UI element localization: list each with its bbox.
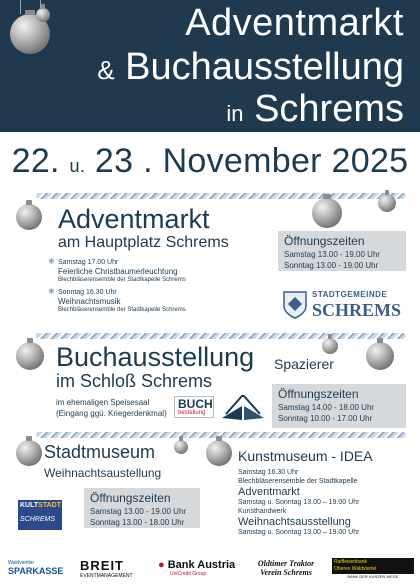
ornament-ball-icon [36, 8, 50, 22]
raiffeisen-box [332, 558, 414, 574]
buch-logo-sub: bestellung [178, 410, 206, 416]
ornament-ball-icon [174, 440, 188, 454]
raiffeisen-mid: Oberes Waldviertel [334, 565, 377, 572]
ornament-ball-icon [366, 342, 394, 370]
sparkasse-logo [8, 554, 68, 582]
traktor-top: Oldtimer Traktor [257, 559, 315, 568]
ornament-string [20, 0, 21, 14]
traktor-bottom: Verein Schrems [260, 568, 312, 577]
traktor-logo [246, 554, 326, 582]
header-in: in [226, 101, 244, 126]
header-title2-text: Buchausstellung [125, 46, 404, 88]
advent-event1-time-text: Samstag 17.00 Uhr [58, 259, 119, 266]
stadtmuseum-hours-sat: Samstag 13.00 - 19.00 Uhr [90, 507, 187, 516]
bell-icon: ❄ [48, 257, 55, 266]
kunst-l3: Adventmarkt [238, 486, 300, 498]
stadtmuseum-title: Stadtmuseum [44, 442, 156, 462]
header-title-buchausstellung [97, 46, 404, 89]
buch-title: Buchausstellung [56, 342, 255, 372]
kunst-l5: Kunsthandwerk [238, 508, 287, 515]
buch-spazierer: Spazierer [274, 356, 334, 372]
ornament-ball-icon [378, 194, 396, 212]
garland-divider [36, 193, 406, 199]
advent-event2-name: Weihnachtsmusik [58, 297, 121, 306]
header-title-schrems [226, 88, 404, 131]
ornament-ball-icon [16, 440, 42, 466]
buch-hours-title: Öffnungszeiten [278, 387, 359, 401]
kunst-l2: Blechbläserensemble der Stadtkapelle [238, 478, 358, 485]
date-rest: 23 . November 2025 [94, 142, 409, 180]
kunst-l7: Samstag u. Sonntag 13.00 – 19.00 Uhr [238, 529, 360, 536]
badge-top-stadt: STADT [38, 502, 61, 509]
date-u: u. [69, 156, 86, 176]
buch-logo-main: BUCH [178, 397, 213, 411]
breit-top: BREIT [80, 557, 124, 573]
kunst-l6: Weihnachtsausstellung [238, 516, 351, 528]
sponsor-bar [0, 550, 420, 585]
header-title3-text: Schrems [254, 88, 404, 130]
sparkasse-bottom: SPARKASSE [8, 566, 64, 576]
event-date [0, 142, 420, 181]
advent-event1-time [48, 257, 118, 266]
bank-austria-bottom: UniCredit Group [170, 571, 207, 577]
raiffeisen-slogan: BANK DER KURZEN WEGE [347, 573, 399, 579]
stadtmuseum-hours-box [84, 488, 200, 528]
bank-austria-dot-icon: ● [158, 559, 165, 571]
buch-entrance: (Eingang ggü. Kriegerdenkmal) [56, 409, 167, 418]
header-amp: & [97, 55, 115, 85]
logo-bottom: SCHREMS [312, 300, 402, 320]
bank-austria-top-text: Bank Austria [167, 559, 236, 571]
badge-top [20, 502, 61, 509]
stadtmuseum-hours-sun: Sonntag 13.00 - 18.00 Uhr [90, 518, 185, 527]
ornament-ball-icon [322, 338, 338, 354]
stadtmuseum-hours-title: Öffnungszeiten [90, 491, 171, 505]
open-book-icon [220, 392, 266, 422]
advent-event1-by: Blechbläserensemble der Stadtkapelle Schrems [58, 277, 186, 283]
kunst-l4: Samstag u. Sonntag 13.00 – 19.00 Uhr [238, 499, 360, 506]
buch-subtitle: im Schloß Schrems [56, 371, 213, 391]
kultstadt-badge [18, 500, 62, 530]
sparkasse-top: Waldviertler [8, 560, 35, 566]
garland-divider [36, 333, 406, 339]
buch-hours-sat: Samstag 14.00 - 18.00 Uhr [278, 403, 375, 412]
advent-hours-sun: Sonntag 13.00 - 19.00 Uhr [284, 261, 379, 270]
kunstmuseum-title: Kunstmuseum - IDEA [238, 448, 373, 464]
buch-hours-sun: Sonntag 10.00 - 17.00 Uhr [278, 414, 373, 423]
kunst-l1: Samstag 16.30 Uhr [238, 469, 299, 476]
advent-event2-time [48, 287, 117, 296]
advent-event2-by: Blechbläserensemble der Stadtkapelle Schrems [58, 307, 186, 313]
advent-event1-name: Feierliche Christbaumerleuchtung [58, 267, 178, 276]
buch-hours-box [272, 384, 406, 428]
ornament-ball-icon [206, 440, 232, 466]
advent-hours-title: Öffnungszeiten [284, 234, 365, 248]
advent-subtitle: am Hauptplatz Schrems [58, 234, 229, 251]
bank-austria-top [158, 559, 235, 571]
ornament-ball-icon [312, 198, 342, 228]
bell-icon: ❄ [48, 287, 55, 296]
breit-logo [80, 554, 152, 582]
logo-top: STADTGEMEINDE [312, 290, 388, 299]
buch-place: im ehemaligen Speisesaal [56, 398, 150, 407]
buchbestellung-logo [174, 396, 214, 418]
date-day1: 22. [11, 142, 60, 180]
bank-austria-logo [158, 554, 242, 582]
raiffeisen-top: Raiffeisenbank [334, 558, 367, 565]
header-banner [0, 0, 420, 132]
schrems-logo [282, 288, 412, 326]
raiffeisen-logo [332, 554, 414, 582]
advent-title: Adventmarkt [58, 204, 210, 234]
advent-hours-box [278, 231, 406, 271]
badge-top-kult: KULT [20, 502, 39, 509]
schrems-crest-icon [282, 290, 308, 320]
breit-bottom: EVENTMANAGEMENT [80, 572, 133, 579]
advent-event2-time-text: Sonntag 16.30 Uhr [58, 289, 117, 296]
badge-bottom: SCHREMS [20, 516, 56, 523]
ornament-ball-icon [16, 342, 44, 370]
header-title-adventmarkt: Adventmarkt [185, 2, 404, 44]
advent-hours-sat: Samstag 13.00 - 19.00 Uhr [284, 250, 381, 259]
ornament-ball-icon [16, 204, 42, 230]
stadtmuseum-subtitle: Weihnachtsaustellung [44, 466, 162, 480]
